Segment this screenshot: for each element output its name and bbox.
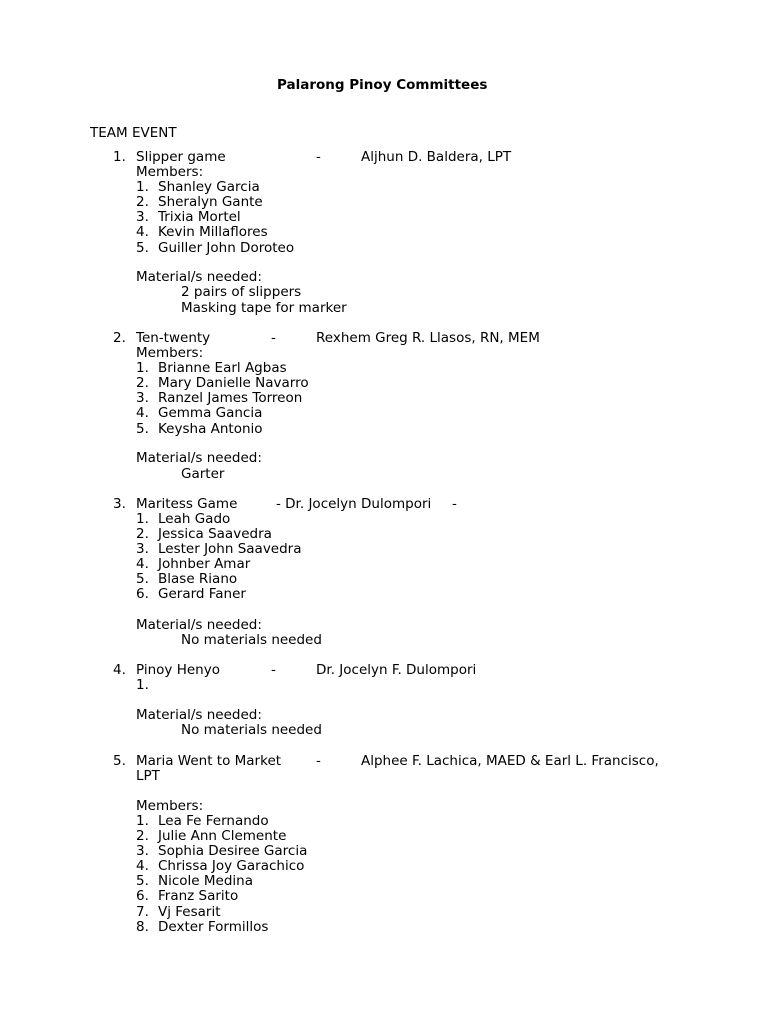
member-name: Vj Fesarit xyxy=(158,904,221,920)
member-name: Trixia Mortel xyxy=(158,209,241,225)
material-item: Masking tape for marker xyxy=(181,300,347,316)
event-head: Aljhun D. Baldera, LPT xyxy=(361,149,512,165)
member-number: 2. xyxy=(136,526,149,542)
member-name: Julie Ann Clemente xyxy=(158,828,287,844)
event-number: 3. xyxy=(113,496,126,512)
member-number: 8. xyxy=(136,919,149,935)
member-number: 4. xyxy=(136,858,149,874)
member-number: 1. xyxy=(136,813,149,829)
event-name: Maria Went to Market xyxy=(136,753,282,769)
member-name: Brianne Earl Agbas xyxy=(158,360,287,376)
member-number: 3. xyxy=(136,390,149,406)
event-number: 4. xyxy=(113,662,126,678)
member-number: 3. xyxy=(136,843,149,859)
event-head: - Dr. Jocelyn Dulompori xyxy=(276,496,432,512)
event-name: Maritess Game xyxy=(136,496,238,512)
page-title: Palarong Pinoy Committees xyxy=(277,77,488,93)
member-number: 2. xyxy=(136,375,149,391)
event-number: 1. xyxy=(113,149,126,165)
event-dash: - xyxy=(316,149,321,165)
material-item: No materials needed xyxy=(181,632,322,648)
event-dash: - xyxy=(316,753,321,769)
member-name: Franz Sarito xyxy=(158,888,239,904)
event-dash: - xyxy=(271,330,276,346)
event-head: Dr. Jocelyn F. Dulompori xyxy=(316,662,477,678)
members-label: Members: xyxy=(136,164,204,180)
materials-label: Material/s needed: xyxy=(136,707,262,723)
member-number: 5. xyxy=(136,421,149,437)
member-number: 1. xyxy=(136,360,149,376)
event-name: Slipper game xyxy=(136,149,226,165)
member-number: 1. xyxy=(136,677,149,693)
event-number: 2. xyxy=(113,330,126,346)
member-number: 3. xyxy=(136,209,149,225)
member-number: 1. xyxy=(136,179,149,195)
event-number: 5. xyxy=(113,753,126,769)
member-name: Ranzel James Torreon xyxy=(158,390,303,406)
member-number: 5. xyxy=(136,873,149,889)
member-name: Sheralyn Gante xyxy=(158,194,263,210)
member-number: 1. xyxy=(136,511,149,527)
member-name: Dexter Formillos xyxy=(158,919,269,935)
member-number: 2. xyxy=(136,194,149,210)
member-name: Mary Danielle Navarro xyxy=(158,375,309,391)
member-name: Sophia Desiree Garcia xyxy=(158,843,308,859)
member-name: Gemma Gancia xyxy=(158,405,263,421)
materials-label: Material/s needed: xyxy=(136,617,262,633)
member-name: Kevin Millaflores xyxy=(158,224,268,240)
material-item: Garter xyxy=(181,466,225,482)
member-number: 6. xyxy=(136,888,149,904)
member-name: Keysha Antonio xyxy=(158,421,263,437)
member-number: 7. xyxy=(136,904,149,920)
member-number: 4. xyxy=(136,405,149,421)
event-name: Pinoy Henyo xyxy=(136,662,220,678)
member-name: Guiller John Doroteo xyxy=(158,240,295,256)
event-head: Rexhem Greg R. Llasos, RN, MEM xyxy=(316,330,540,346)
material-item: 2 pairs of slippers xyxy=(181,284,302,300)
member-number: 3. xyxy=(136,541,149,557)
member-name: Lea Fe Fernando xyxy=(158,813,269,829)
member-name: Gerard Faner xyxy=(158,586,246,602)
member-name: Johnber Amar xyxy=(158,556,251,572)
materials-label: Material/s needed: xyxy=(136,450,262,466)
member-name: Nicole Medina xyxy=(158,873,253,889)
member-name: Jessica Saavedra xyxy=(158,526,272,542)
member-name: Lester John Saavedra xyxy=(158,541,302,557)
event-dash: - xyxy=(271,662,276,678)
member-number: 5. xyxy=(136,240,149,256)
material-item: No materials needed xyxy=(181,722,322,738)
member-name: Blase Riano xyxy=(158,571,238,587)
event-dash: - xyxy=(452,496,457,512)
event-head: Alphee F. Lachica, MAED & Earl L. Francisco, xyxy=(361,753,659,769)
section-heading: TEAM EVENT xyxy=(90,125,177,141)
members-label: Members: xyxy=(136,798,204,814)
member-number: 2. xyxy=(136,828,149,844)
event-head-continued: LPT xyxy=(136,768,160,784)
member-name: Shanley Garcia xyxy=(158,179,260,195)
member-number: 6. xyxy=(136,586,149,602)
member-number: 5. xyxy=(136,571,149,587)
members-label: Members: xyxy=(136,345,204,361)
member-name: Chrissa Joy Garachico xyxy=(158,858,305,874)
member-number: 4. xyxy=(136,224,149,240)
materials-label: Material/s needed: xyxy=(136,269,262,285)
member-name: Leah Gado xyxy=(158,511,231,527)
event-name: Ten-twenty xyxy=(136,330,211,346)
member-number: 4. xyxy=(136,556,149,572)
